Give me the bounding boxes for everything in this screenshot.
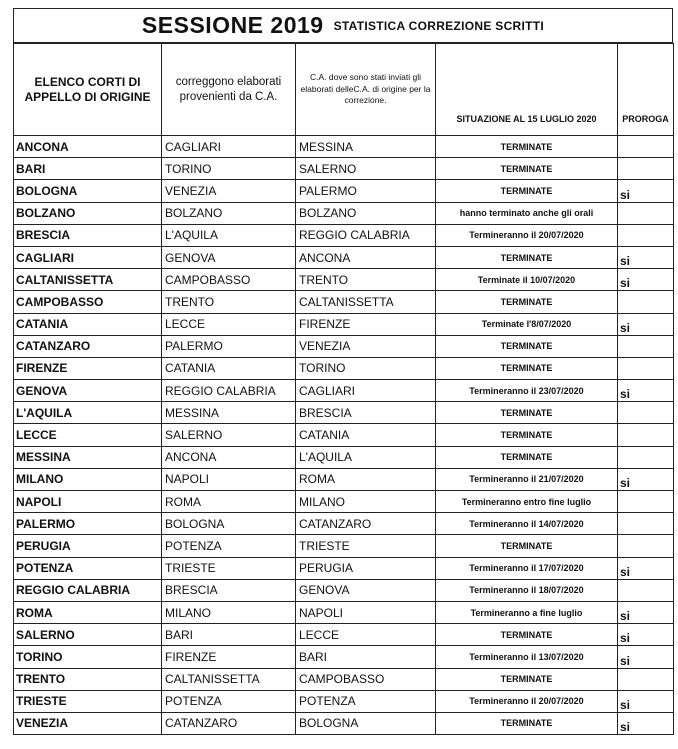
cell-status: TERMINATE [436,668,618,690]
cell-status: TERMINATE [436,335,618,357]
correction-table [13,43,674,735]
table-row [14,180,674,202]
cell-status: TERMINATE [436,246,618,268]
cell-origin-court: MESSINA [14,446,162,468]
cell-origin-court: TRENTO [14,668,162,690]
cell-corrects-from: ANCONA [162,446,296,468]
cell-extension [618,535,674,557]
cell-origin-court: L'AQUILA [14,402,162,424]
cell-origin-court: CAMPOBASSO [14,291,162,313]
cell-corrects-from: BARI [162,624,296,646]
cell-origin-court: SALERNO [14,624,162,646]
table-row [14,202,674,224]
cell-extension: si [618,246,674,268]
cell-corrects-from: CALTANISSETTA [162,668,296,690]
cell-status: Termineranno il 21/07/2020 [436,468,618,490]
cell-extension [618,402,674,424]
cell-extension: si [618,712,674,734]
cell-corrects-from: POTENZA [162,535,296,557]
header-extension: PROROGA [618,44,674,136]
table-body [14,136,674,735]
cell-extension [618,579,674,601]
cell-status: Terminate l'8/07/2020 [436,313,618,335]
cell-corrects-from: BOLZANO [162,202,296,224]
header-row [14,44,674,136]
cell-sent-to: REGGIO CALABRIA [296,224,436,246]
cell-origin-court: CATANIA [14,313,162,335]
cell-sent-to: BOLZANO [296,202,436,224]
header-origin: ELENCO CORTI DI APPELLO DI ORIGINE [14,44,162,136]
table-row [14,446,674,468]
title-banner [13,8,673,43]
cell-corrects-from: TRIESTE [162,557,296,579]
cell-sent-to: CAMPOBASSO [296,668,436,690]
cell-extension: si [618,690,674,712]
cell-sent-to: CALTANISSETTA [296,291,436,313]
cell-origin-court: BOLOGNA [14,180,162,202]
cell-sent-to: GENOVA [296,579,436,601]
cell-origin-court: POTENZA [14,557,162,579]
cell-corrects-from: PALERMO [162,335,296,357]
cell-extension: si [618,468,674,490]
table-row [14,246,674,268]
cell-extension: si [618,646,674,668]
cell-status: hanno terminato anche gli orali [436,202,618,224]
cell-status: Termineranno entro fine luglio [436,491,618,513]
cell-corrects-from: REGGIO CALABRIA [162,380,296,402]
cell-status: Termineranno il 18/07/2020 [436,579,618,601]
table-row [14,557,674,579]
cell-corrects-from: SALERNO [162,424,296,446]
cell-extension [618,291,674,313]
cell-corrects-from: CAGLIARI [162,136,296,158]
table-row [14,668,674,690]
table-row [14,313,674,335]
cell-extension [618,446,674,468]
cell-origin-court: ROMA [14,601,162,623]
cell-extension [618,224,674,246]
cell-status: Termineranno il 13/07/2020 [436,646,618,668]
cell-corrects-from: POTENZA [162,690,296,712]
cell-corrects-from: MILANO [162,601,296,623]
table-row [14,535,674,557]
cell-extension [618,668,674,690]
cell-origin-court: BARI [14,158,162,180]
table-row [14,402,674,424]
cell-sent-to: CATANIA [296,424,436,446]
cell-sent-to: TRIESTE [296,535,436,557]
cell-extension: si [618,269,674,291]
cell-corrects-from: LECCE [162,313,296,335]
cell-corrects-from: NAPOLI [162,468,296,490]
cell-extension [618,513,674,535]
cell-sent-to: NAPOLI [296,601,436,623]
cell-corrects-from: CATANIA [162,357,296,379]
cell-extension: si [618,180,674,202]
cell-status: Termineranno a fine luglio [436,601,618,623]
cell-sent-to: CATANZARO [296,513,436,535]
cell-origin-court: TRIESTE [14,690,162,712]
table-row [14,468,674,490]
cell-extension: si [618,557,674,579]
cell-status: Termineranno il 14/07/2020 [436,513,618,535]
cell-status: Terminate il 10/07/2020 [436,269,618,291]
table-row [14,513,674,535]
title-subtitle: STATISTICA CORREZIONE SCRITTI [333,18,545,33]
table-row [14,269,674,291]
cell-corrects-from: TRENTO [162,291,296,313]
cell-status: TERMINATE [436,402,618,424]
cell-corrects-from: GENOVA [162,246,296,268]
cell-corrects-from: MESSINA [162,402,296,424]
cell-extension [618,335,674,357]
cell-origin-court: PERUGIA [14,535,162,557]
table-row [14,424,674,446]
cell-origin-court: BRESCIA [14,224,162,246]
cell-sent-to: SALERNO [296,158,436,180]
cell-origin-court: LECCE [14,424,162,446]
cell-corrects-from: BRESCIA [162,579,296,601]
cell-status: TERMINATE [436,446,618,468]
table-row [14,224,674,246]
cell-status: TERMINATE [436,535,618,557]
cell-status: TERMINATE [436,624,618,646]
cell-status: TERMINATE [436,357,618,379]
cell-origin-court: CAGLIARI [14,246,162,268]
cell-status: Termineranno il 23/07/2020 [436,380,618,402]
cell-sent-to: CAGLIARI [296,380,436,402]
cell-status: TERMINATE [436,424,618,446]
cell-sent-to: ANCONA [296,246,436,268]
cell-origin-court: NAPOLI [14,491,162,513]
cell-status: TERMINATE [436,136,618,158]
cell-corrects-from: L'AQUILA [162,224,296,246]
cell-status: TERMINATE [436,180,618,202]
cell-extension: si [618,380,674,402]
cell-origin-court: TORINO [14,646,162,668]
cell-corrects-from: TORINO [162,158,296,180]
table-row [14,357,674,379]
cell-origin-court: CATANZARO [14,335,162,357]
table-row [14,646,674,668]
cell-corrects-from: VENEZIA [162,180,296,202]
cell-sent-to: TORINO [296,357,436,379]
cell-status: Termineranno il 17/07/2020 [436,557,618,579]
cell-origin-court: VENEZIA [14,712,162,734]
cell-origin-court: GENOVA [14,380,162,402]
cell-sent-to: FIRENZE [296,313,436,335]
cell-extension [618,424,674,446]
cell-extension [618,136,674,158]
table-row [14,158,674,180]
cell-origin-court: REGGIO CALABRIA [14,579,162,601]
cell-sent-to: PERUGIA [296,557,436,579]
cell-sent-to: MESSINA [296,136,436,158]
table-row [14,335,674,357]
cell-sent-to: TRENTO [296,269,436,291]
cell-sent-to: MILANO [296,491,436,513]
cell-sent-to: BRESCIA [296,402,436,424]
header-sent: C.A. dove sono stati inviati gli elaborati delleC.A. di origine per la correzione. [296,44,436,136]
table-row [14,491,674,513]
cell-status: TERMINATE [436,291,618,313]
cell-origin-court: PALERMO [14,513,162,535]
table-row [14,624,674,646]
cell-extension: si [618,313,674,335]
cell-extension: si [618,601,674,623]
cell-corrects-from: CATANZARO [162,712,296,734]
cell-corrects-from: BOLOGNA [162,513,296,535]
cell-corrects-from: ROMA [162,491,296,513]
cell-corrects-from: FIRENZE [162,646,296,668]
table-row [14,712,674,734]
cell-extension [618,158,674,180]
cell-corrects-from: CAMPOBASSO [162,269,296,291]
cell-extension [618,357,674,379]
cell-origin-court: BOLZANO [14,202,162,224]
cell-extension: si [618,624,674,646]
cell-status: Termineranno il 20/07/2020 [436,690,618,712]
cell-sent-to: POTENZA [296,690,436,712]
table-row [14,291,674,313]
table-row [14,601,674,623]
cell-origin-court: FIRENZE [14,357,162,379]
table-row [14,579,674,601]
cell-sent-to: PALERMO [296,180,436,202]
header-correct: correggono elaborati provenienti da C.A. [162,44,296,136]
title-main: SESSIONE 2019 [141,12,324,38]
cell-extension [618,202,674,224]
header-status: SITUAZIONE AL 15 LUGLIO 2020 [436,44,618,136]
table-row [14,380,674,402]
cell-status: TERMINATE [436,158,618,180]
document-sheet [13,8,673,745]
table-row [14,690,674,712]
cell-status: Termineranno il 20/07/2020 [436,224,618,246]
cell-sent-to: VENEZIA [296,335,436,357]
table-row [14,136,674,158]
cell-origin-court: MILANO [14,468,162,490]
cell-sent-to: L'AQUILA [296,446,436,468]
cell-status: TERMINATE [436,712,618,734]
cell-sent-to: LECCE [296,624,436,646]
cell-extension [618,491,674,513]
cell-sent-to: BOLOGNA [296,712,436,734]
cell-origin-court: ANCONA [14,136,162,158]
cell-sent-to: ROMA [296,468,436,490]
cell-sent-to: BARI [296,646,436,668]
cell-origin-court: CALTANISSETTA [14,269,162,291]
